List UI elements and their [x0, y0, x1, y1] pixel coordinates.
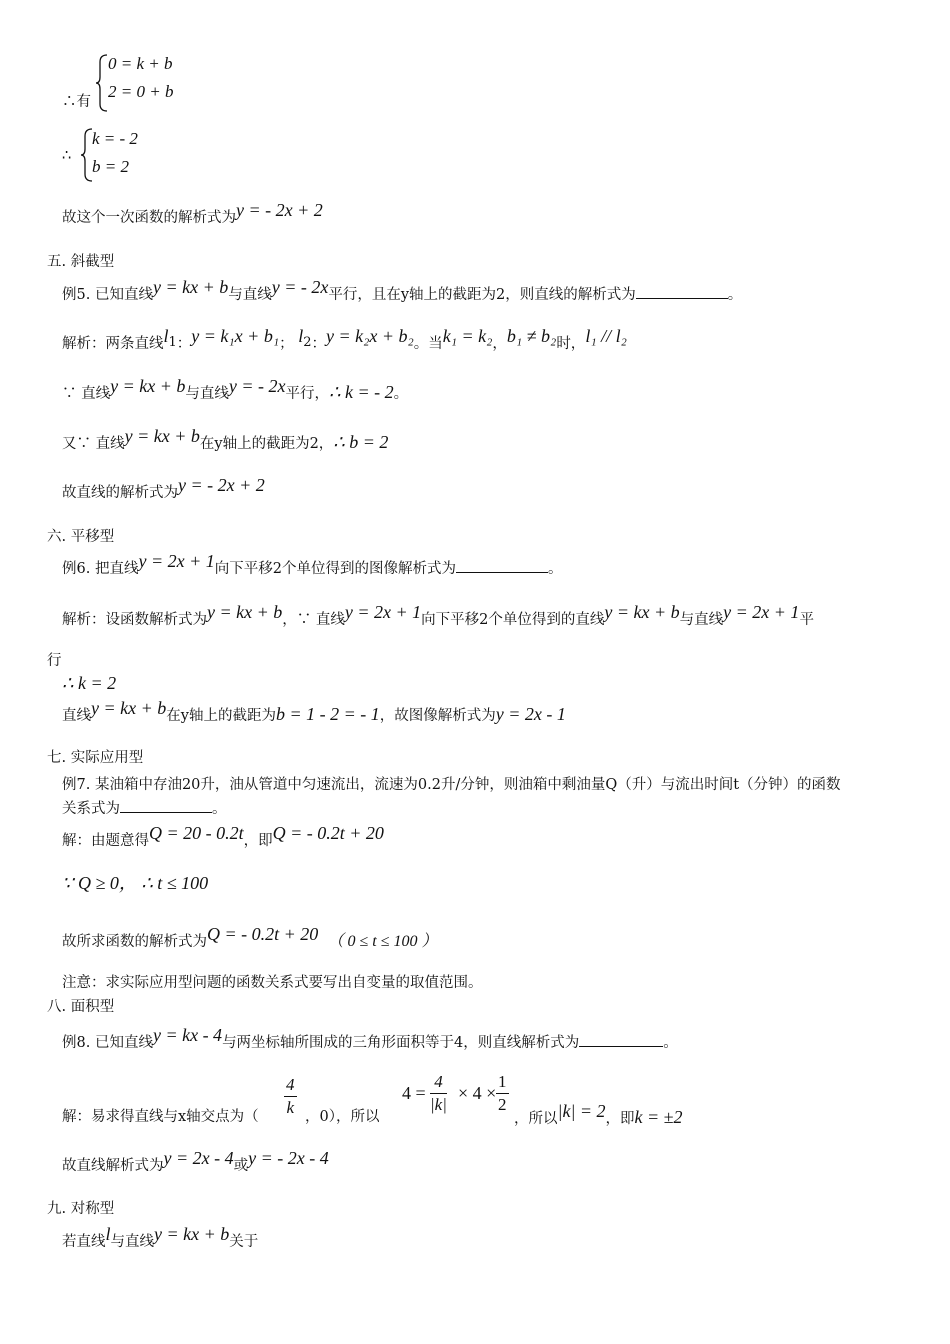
text: 与直线: [110, 1234, 155, 1250]
sec5-step2: [62, 426, 389, 454]
solution-text: ，故图像解析式为: [379, 708, 496, 724]
formula: y = kx + b: [152, 277, 229, 297]
formula: b = 1 - 2 = - 1: [275, 704, 380, 724]
solution-text: ，即: [243, 833, 273, 849]
example-6: [62, 551, 563, 579]
answer-blank: [120, 798, 212, 813]
sec7-condition: ∵ Q ≥ 0， ∴ t ≤ 100: [62, 873, 209, 893]
answer-blank: [456, 558, 548, 573]
numerator: 4: [430, 1071, 447, 1094]
example-text: 关系式为: [62, 801, 120, 817]
formula: Q = - 0.2t + 20: [207, 924, 319, 944]
solution-text: 在y轴上的截距为: [166, 708, 276, 724]
formula: Q = 20 - 0.2t: [149, 823, 244, 843]
therefore-symbol: ∴: [62, 148, 72, 164]
text: 关于: [229, 1234, 259, 1250]
section-heading-5: 五. 斜截型: [47, 254, 115, 270]
conclusion-text: 故这个一次函数的解析式为: [62, 210, 236, 226]
formula: l: [163, 326, 169, 346]
subscript: 2: [303, 335, 312, 350]
formula: y = kx + b: [124, 426, 200, 446]
formula: y = kx + b: [110, 376, 186, 396]
system1-eq2: 2 = 0 + b: [108, 82, 174, 101]
have-label: ∴有: [62, 94, 91, 110]
solution-text: 向下平移2个单位得到的直线: [421, 612, 605, 628]
domain-range: （ 0 ≤ t ≤ 100 ）: [327, 933, 438, 950]
answer-blank: [579, 1032, 663, 1047]
example-text: 。: [727, 287, 743, 303]
formula: Q = - 0.2t + 20: [272, 823, 384, 843]
solution-text: ，∵ 直线: [282, 612, 345, 628]
solution-text: 故直线解析式为: [62, 1158, 164, 1174]
solution-text: 平行，: [285, 386, 329, 402]
formula: y = - 2x - 4: [248, 1148, 329, 1168]
formula: y = kx + b: [207, 602, 283, 622]
solution-text: 。: [393, 386, 409, 402]
formula: ∴ b = 2: [333, 432, 389, 452]
example-text: 与直线: [228, 287, 272, 303]
solution-text: 在y轴上的截距为2，: [199, 436, 334, 452]
formula: y = kx + b: [604, 602, 680, 622]
formula: y = kx - 4: [152, 1025, 223, 1045]
formula: y = kx + b: [91, 698, 167, 718]
example-7-line1: 例7. 某油箱中存油20升，油从管道中匀速流出，流速为0.2升/分钟，则油箱中剩油量Q（升）与流出时间t（分钟）的函数: [62, 777, 841, 793]
solution-text: ，: [492, 336, 507, 352]
sec5-solution: [62, 326, 627, 355]
solution-text: 故所求函数的解析式为: [62, 934, 207, 950]
example-text: 例6. 把直线: [62, 561, 139, 577]
formula: y = 2x + 1: [344, 602, 422, 622]
answer-blank: [636, 284, 728, 299]
eq-mid: × 4 ×: [458, 1083, 497, 1103]
solution-text: 平: [799, 612, 814, 628]
text: 若直线: [62, 1234, 106, 1250]
solution-text: ∵ 直线: [62, 386, 111, 402]
formula: y = kx + b: [154, 1224, 230, 1244]
solution-text: 。当: [413, 336, 443, 352]
sec6-solution: [62, 602, 814, 630]
sec5-step1: [62, 376, 409, 404]
solution-text: 与直线: [679, 612, 724, 628]
note-text: 注意：求实际应用型问题的函数关系式要写出自变量的取值范围。: [62, 975, 483, 991]
solution-text: 解析：两条直线: [62, 336, 164, 352]
example-text: 与两坐标轴所围成的三角形面积等于4，则直线解析式为: [222, 1035, 580, 1051]
left-brace-icon: [95, 54, 109, 112]
formula: y = - 2x + 2: [178, 475, 265, 495]
example-text: 。: [212, 801, 227, 817]
formula: |k| = 2: [557, 1101, 606, 1121]
solution-text: ，即: [605, 1111, 635, 1127]
example-text: 例8. 已知直线: [62, 1035, 153, 1051]
numerator: 4: [284, 1074, 297, 1097]
example-text: 。: [547, 561, 563, 577]
formula: l₁ // l₂: [585, 326, 627, 346]
solution-text: 解析：设函数解析式为: [62, 612, 207, 628]
sec8-result: [62, 1148, 329, 1176]
wrapped-char: 行: [47, 653, 62, 669]
formula: l: [105, 1224, 111, 1244]
solution-text: ，所以: [514, 1111, 558, 1127]
section-heading-7: 七. 实际应用型: [47, 750, 144, 766]
formula: y = 2x - 4: [163, 1148, 234, 1168]
system2-eq2: b = 2: [92, 157, 129, 176]
example-5: [62, 277, 743, 305]
example-8: [62, 1025, 678, 1053]
fraction-1-over-2: [496, 1071, 509, 1116]
solution-text: ；: [279, 336, 294, 352]
solution-text: ：: [311, 336, 326, 352]
formula: y = k₁x + b₁: [191, 326, 280, 346]
formula: ∴ k = - 2: [329, 382, 394, 402]
section-heading-8: 八. 面积型: [47, 999, 115, 1015]
system1-eq1: 0 = k + b: [108, 54, 173, 73]
example-text: 平行，且在y轴上的截距为2，则直线的解析式为: [328, 287, 636, 303]
section-heading-6: 六. 平移型: [47, 529, 115, 545]
sec8-solution-tail: [514, 1101, 683, 1129]
example-text: 例5. 已知直线: [62, 287, 153, 303]
solution-text: 与直线: [185, 386, 229, 402]
conclusion-formula: y = - 2x + 2: [236, 200, 323, 220]
numerator: 1: [496, 1071, 509, 1094]
formula: k = ±2: [634, 1107, 683, 1127]
sec7-solution: [62, 823, 384, 851]
section-heading-9: 九. 对称型: [47, 1201, 115, 1217]
sec5-result: [62, 475, 265, 503]
denominator: |k|: [430, 1095, 447, 1114]
formula: y = - 2x: [271, 277, 329, 297]
solution-text: ：: [176, 336, 192, 352]
sec7-result: [62, 924, 438, 952]
denominator: k: [286, 1098, 295, 1117]
solution-text: 时，: [556, 336, 586, 352]
formula: y = 2x + 1: [138, 551, 215, 571]
solution-text: 故直线的解析式为: [62, 485, 178, 501]
system2-eq1: k = - 2: [92, 129, 138, 148]
sec4-conclusion: [62, 200, 323, 228]
solution-text: 又∵ 直线: [62, 436, 125, 452]
solution-text: 解：由题意得: [62, 833, 149, 849]
sec6-result: [62, 698, 566, 726]
eq-left: 4 =: [402, 1083, 426, 1103]
formula: y = k₂x + b₂: [325, 326, 414, 346]
example-text: 向下平移2个单位得到的图像解析式为: [214, 561, 456, 577]
solution-text: 或: [233, 1158, 249, 1174]
example-text: 。: [663, 1035, 678, 1051]
example-7-line2: [62, 798, 227, 819]
sec8-solution-text-b: ，0），所以: [305, 1109, 380, 1125]
sec9-line: [62, 1224, 259, 1252]
formula: y = - 2x: [228, 376, 286, 396]
formula: b₁ ≠ b₂: [506, 326, 557, 346]
fraction-4-over-abs-k: [430, 1071, 447, 1116]
formula: y = 2x - 1: [495, 704, 566, 724]
subscript: 1: [168, 335, 177, 350]
fraction-4-over-k: [284, 1074, 297, 1119]
k-equals: ∴ k = 2: [62, 673, 117, 693]
formula: k₁ = k₂: [442, 326, 493, 346]
sec8-solution-text: 解：易求得直线与x轴交点为（: [62, 1109, 259, 1125]
solution-text: 直线: [62, 708, 91, 724]
formula: y = 2x + 1: [723, 602, 800, 622]
formula: l: [298, 326, 304, 346]
denominator: 2: [498, 1095, 507, 1114]
